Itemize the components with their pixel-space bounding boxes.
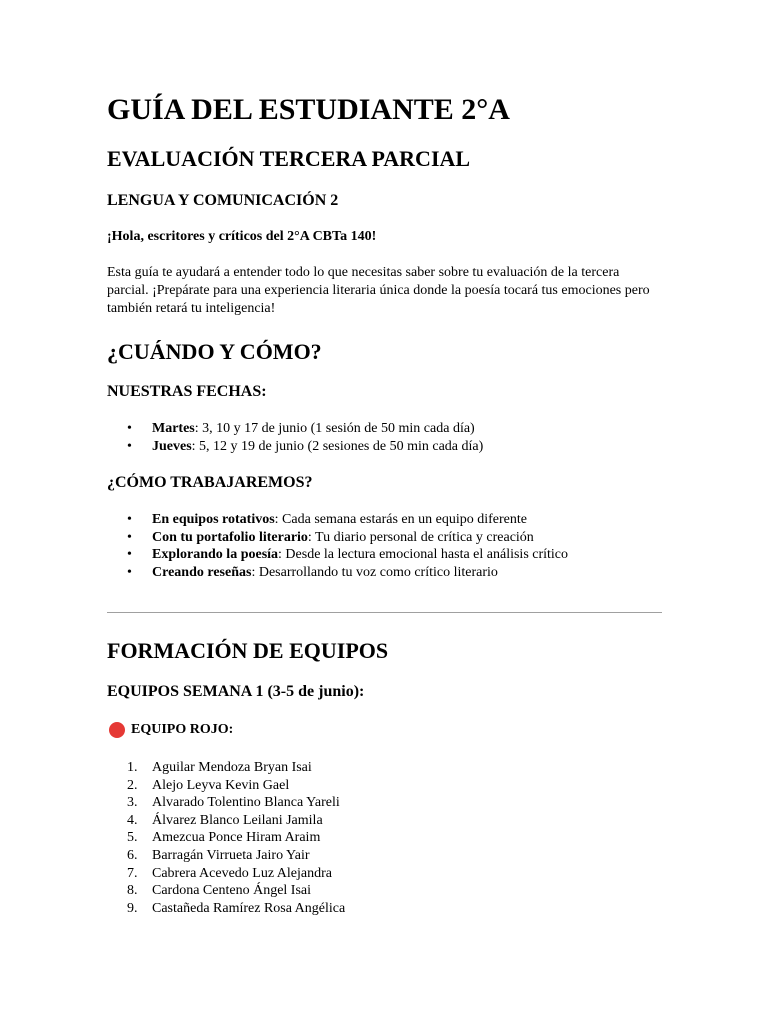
member-name: Cardona Centeno Ángel Isai: [152, 883, 312, 899]
bullet-icon: •: [127, 547, 132, 563]
list-number: 1.: [127, 760, 138, 775]
list-number: 3.: [127, 795, 138, 811]
date-day-label: Martes: [152, 421, 195, 436]
list-item: [107, 438, 483, 456]
how-item-detail: : Tu diario personal de crítica y creación: [307, 529, 534, 545]
intro-paragraph: Esta guía te ayudará a entender todo lo que necesitas saber sobre tu evaluación de la tercera parcial. ¡Prepárate para una experiencia literaria única donde la poesía tocará tus emociones pero también retará tu inteligencia!: [107, 265, 650, 316]
subject-heading: LENGUA Y COMUNICACIÓN 2: [107, 192, 339, 209]
dates-heading: NUESTRAS FECHAS:: [107, 383, 267, 400]
greeting-text: ¡Hola, escritores y críticos del 2°A CBTa 140!: [107, 229, 377, 244]
member-name: Alvarado Tolentino Blanca Yareli: [152, 795, 340, 811]
list-number: 5.: [127, 830, 138, 846]
member-name: Alejo Leyva Kevin Gael: [152, 777, 290, 793]
list-item: [107, 511, 568, 529]
list-number: 4.: [127, 812, 138, 828]
how-item-detail: : Desde la lectura emocional hasta el análisis crítico: [278, 547, 569, 563]
date-detail: : 3, 10 y 17 de junio (1 sesión de 50 min cada día): [194, 421, 475, 436]
list-number: 7.: [127, 865, 138, 881]
list-number: 8.: [127, 883, 138, 899]
bullet-icon: •: [127, 529, 132, 545]
dates-list: [107, 420, 483, 455]
red-circle-icon: [109, 722, 125, 738]
list-item: [107, 829, 345, 847]
bullet-icon: •: [127, 564, 132, 580]
list-item: [107, 847, 345, 865]
document-title: GUÍA DEL ESTUDIANTE 2°A: [107, 93, 510, 126]
list-item: [107, 865, 345, 883]
member-name: Aguilar Mendoza Bryan Isai: [152, 760, 312, 775]
list-item: [107, 529, 568, 547]
list-number: 9.: [127, 900, 138, 916]
date-detail: : 5, 12 y 19 de junio (2 sesiones de 50 min cada día): [191, 438, 484, 454]
member-name: Cabrera Acevedo Luz Alejandra: [152, 865, 332, 881]
teams-section-heading: FORMACIÓN DE EQUIPOS: [107, 638, 389, 663]
how-item-label: Explorando la poesía: [152, 547, 279, 563]
list-item: [107, 546, 568, 564]
how-item-detail: : Desarrollando tu voz como crítico literario: [251, 564, 498, 580]
list-item: [107, 759, 345, 777]
how-item-label: Con tu portafolio literario: [152, 529, 308, 545]
list-item: [107, 420, 483, 438]
how-item-label: Creando reseñas: [152, 564, 252, 580]
bullet-icon: •: [127, 512, 132, 527]
how-item-detail: : Cada semana estarás en un equipo diferente: [274, 512, 527, 527]
team-members-list: [107, 759, 345, 917]
list-number: 6.: [127, 847, 138, 863]
member-name: Álvarez Blanco Leilani Jamila: [152, 812, 323, 828]
list-item: [107, 882, 345, 900]
date-day-label: Jueves: [152, 438, 192, 454]
when-section-heading: ¿CUÁNDO Y CÓMO?: [107, 339, 322, 364]
how-list: [107, 511, 568, 581]
document-subtitle: EVALUACIÓN TERCERA PARCIAL: [107, 146, 471, 171]
list-item: [107, 777, 345, 795]
bullet-icon: •: [127, 438, 132, 454]
how-item-label: En equipos rotativos: [152, 512, 275, 527]
team-heading: [107, 721, 233, 739]
bullet-icon: •: [127, 421, 132, 436]
list-item: [107, 564, 568, 582]
list-number: 2.: [127, 777, 138, 793]
member-name: Amezcua Ponce Hiram Araim: [152, 830, 321, 846]
member-name: Castañeda Ramírez Rosa Angélica: [152, 900, 346, 916]
list-item: [107, 812, 345, 830]
team-name: EQUIPO ROJO:: [131, 722, 234, 737]
how-heading: ¿CÓMO TRABAJAREMOS?: [107, 474, 313, 491]
week-heading: EQUIPOS SEMANA 1 (3-5 de junio):: [107, 683, 365, 700]
section-divider: [107, 612, 662, 613]
member-name: Barragán Virrueta Jairo Yair: [152, 847, 310, 863]
list-item: [107, 900, 345, 918]
list-item: [107, 794, 345, 812]
